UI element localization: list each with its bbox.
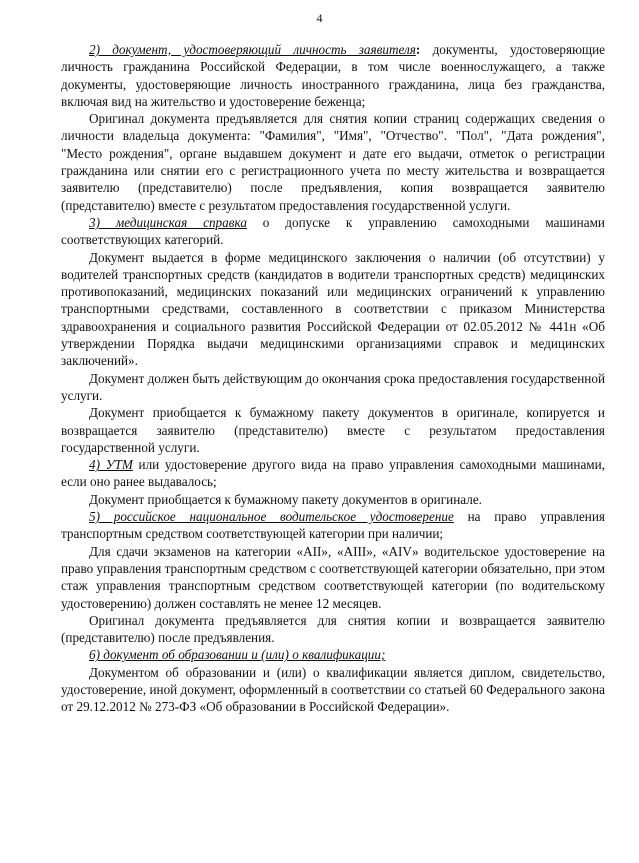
paragraph-medical-form: [61, 249, 605, 370]
paragraph-text: на право управления транспортным средством соответствующей категории при наличии;: [61, 509, 605, 542]
paragraph-text: документы, удостоверяющие личность гражданина Российской Федерации, в том числе военнослужащего, а также документы, удостоверяющие личность иностранного гражданина, лица без гражданства, включая вид на жительство и удостоверение беженца;: [61, 42, 605, 109]
paragraph-medical-attach: [61, 404, 605, 456]
section-heading: 6) документ об образовании и (или) о квалификации;: [89, 647, 386, 663]
section-heading: 3) медицинская справка: [89, 214, 247, 230]
paragraph-text: Оригинал документа предъявляется для снятия копии страниц содержащих сведения о личности владельца документа: "Фамилия", "Имя", "Отчество". "Пол", "Дата рождения", "Место рождения", органе выдавшем документ и дате его выдачи, отметок о регистрации гражданина или снятии его с регистрационного учета по месту жительства и возвращается заявителю (представителю) после предъявления, копия возвращается заявителю (представителю) вместе с результатом предоставления государственной услуги.: [61, 111, 605, 213]
paragraph-text: Документ должен быть действующим до окончания срока предоставления государственной услуги.: [61, 370, 605, 403]
paragraph-text: Для сдачи экзаменов на категории «AII», «AIII», «AIV» водительское удостоверение на право управления транспортным средством с соответствующей категории обязательно, при этом стаж управления транспортным средством соответствующей категории (по водительскому удостоверению) должен составлять не менее 12 месяцев.: [61, 543, 605, 611]
paragraph-medical-validity: [61, 370, 605, 405]
page-number: 4: [316, 11, 323, 25]
section-heading: 4) УТМ: [89, 457, 133, 473]
paragraph-text: Документ выдается в форме медицинского заключения о наличии (об отсутствии) у водителей транспортных средств (кандидатов в водители транспортных средств) медицинских противопоказаний, медицинских показаний или медицинских ограничений к управлению транспортными средствами, составленного в соответствии с приказом Министерства здравоохранения и социального развития Российской Федерации от 02.05.2012 № 441н «Об утверждении Порядка выдачи медицинскими организациями справок и медицинских заключений».: [61, 249, 605, 369]
section-heading: 2) документ, удостоверяющий личность заявителя: [89, 42, 416, 57]
paragraph-original-identity: [61, 110, 605, 214]
paragraph-medical-certificate: [61, 214, 605, 249]
paragraph-text: Документом об образовании и (или) о квалификации является диплом, свидетельство, удостоверение, иной документ, оформленный в соответствии со статьей 60 Федерального закона от 29.12.2012 № 273-ФЗ «Об образовании в Российской Федерации».: [61, 664, 605, 715]
paragraph-license-original: [61, 612, 605, 647]
paragraph-utm: [61, 456, 605, 491]
paragraph-driver-license: [61, 508, 605, 543]
heading-colon: :: [415, 42, 421, 57]
paragraph-text: о допуске к управлению самоходными машинами соответствующих категорий.: [61, 214, 605, 248]
section-heading: 5) российское национальное водительское удостоверение: [89, 509, 454, 525]
paragraph-utm-attach: [61, 491, 605, 508]
paragraph-text: Документ приобщается к бумажному пакету документов в оригинале.: [89, 491, 482, 507]
paragraph-education-definition: [61, 664, 605, 716]
paragraph-text: или удостоверение другого вида на право управления самоходными машинами, если оно ранее выдавалось;: [61, 457, 605, 490]
paragraph-education-document: [61, 646, 605, 663]
paragraph-identity-document: [61, 41, 605, 110]
paragraph-text: Оригинал документа предъявляется для снятия копии и возвращается заявителю (представителю) после предъявления.: [61, 612, 605, 646]
paragraph-text: Документ приобщается к бумажному пакету документов в оригинале, копируется и возвращается заявителю (представителю) вместе с результатом предоставления государственной услуги.: [61, 405, 605, 455]
document-body: [61, 41, 605, 716]
paragraph-exam-categories: [61, 543, 605, 612]
